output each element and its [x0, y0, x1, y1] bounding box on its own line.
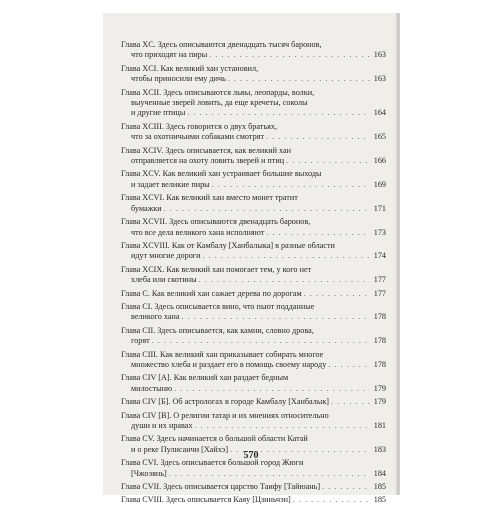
chapter-title: Глава CVI. Здесь описывается большой город Жюги	[121, 458, 304, 468]
chapter-title-continued: чтобы приносили ему дичь	[131, 74, 226, 84]
chapter-title: Глава CVII. Здесь описывается царство Таифу [Тайюань]	[121, 482, 321, 492]
chapter-page-number: 183	[373, 444, 386, 454]
dot-leader	[169, 469, 370, 479]
dot-leader	[203, 251, 370, 261]
dot-leader	[209, 50, 370, 60]
toc-entry-line	[121, 241, 386, 251]
toc-entry-line	[121, 193, 386, 203]
chapter-title: Глава CVIII. Здесь описывается Каяу [Цзиньчэн]	[121, 495, 291, 505]
chapter-page-number: 165	[373, 132, 386, 142]
toc-entry-line	[121, 312, 386, 322]
chapter-title: Глава XCIII. Здесь говорится о двух братьях,	[121, 121, 278, 131]
chapter-page-number: 185	[373, 495, 386, 505]
chapter-page-number: 169	[373, 179, 386, 189]
chapter-title-continued: и задает великие пиры	[131, 179, 210, 189]
toc-entry-line	[121, 411, 386, 421]
toc-entry	[121, 217, 386, 238]
chapter-title-continued: и о реке Пулисанчи [Хайхэ]	[131, 444, 229, 454]
toc-entry-line	[121, 495, 386, 505]
toc-entry-line	[121, 302, 386, 312]
toc-entry-line	[121, 88, 386, 98]
dot-leader	[187, 108, 370, 118]
chapter-title-continued: хлеба или скотины	[131, 275, 197, 285]
chapter-title: Глава C. Как великий хан сажает дерева по дорогам	[121, 288, 302, 298]
chapter-page-number: 163	[373, 50, 386, 60]
toc-entry-line	[121, 40, 386, 50]
chapter-title-continued: что все дела великого хана исполняют	[131, 227, 265, 237]
chapter-title-continued: великого хана	[131, 312, 180, 322]
chapter-page-number: 179	[373, 397, 386, 407]
toc-entry	[121, 122, 386, 143]
dot-leader	[228, 74, 370, 84]
toc-entry	[121, 146, 386, 167]
toc-entry-line	[121, 482, 386, 492]
chapter-page-number: 181	[373, 421, 386, 430]
chapter-page-number: 178	[373, 336, 386, 346]
chapter-title: Глава CI. Здесь описывается вино, что пьют подданные	[121, 301, 315, 311]
chapter-title: Глава XCVII. Здесь описываются двенадцать баронов,	[121, 217, 311, 227]
chapter-title: Глава CII. Здесь описывается, как камни, словно дрова,	[121, 325, 314, 335]
chapter-page-number: 177	[373, 288, 386, 298]
toc-entry-line	[121, 98, 386, 108]
chapter-title: Глава CIV [A]. Как великий хан раздает бедным	[121, 373, 289, 383]
chapter-page-number: 184	[373, 468, 386, 478]
toc-entry-line	[121, 74, 386, 84]
toc-entry	[121, 326, 386, 347]
chapter-title-continued: [Чжоэянь]	[131, 468, 167, 478]
table-of-contents	[121, 40, 386, 509]
dot-leader	[328, 360, 370, 370]
chapter-title-continued: что за охотничьими собаками смотрят	[131, 132, 265, 142]
toc-entry-line	[121, 122, 386, 132]
book-page	[103, 13, 399, 505]
chapter-title: Глава CIII. Как великий хан приказывает собирать многое	[121, 349, 324, 359]
toc-entry	[121, 458, 386, 479]
toc-entry-line	[121, 156, 386, 166]
toc-entry	[121, 397, 386, 407]
chapter-title-continued: души и их нравах	[131, 421, 193, 430]
toc-entry-line	[121, 108, 386, 118]
dot-leader	[331, 397, 370, 407]
toc-entry-line	[121, 360, 386, 370]
chapter-title: Глава CV. Здесь начинается о большой области Катай	[121, 434, 308, 444]
toc-entry-line	[121, 64, 386, 74]
toc-entry-line	[121, 251, 386, 261]
chapter-title: Глава XCVI. Как великий хан вместо монет тратит	[121, 193, 298, 203]
toc-entry-line	[121, 146, 386, 156]
chapter-title: Глава XCV. Как великий хан устраивает большие выходы	[121, 169, 322, 179]
page-edge-shadow	[395, 13, 399, 495]
dot-leader	[266, 228, 370, 238]
toc-entry-line	[121, 275, 386, 285]
chapter-title-continued: выученные зверей ловить, да еще кречеты, соколы	[131, 98, 308, 108]
toc-entry	[121, 373, 386, 394]
chapter-page-number: 178	[373, 312, 386, 322]
toc-entry-line	[121, 434, 386, 444]
chapter-title-continued: отправляется на охоту ловить зверей и птиц	[131, 156, 285, 166]
toc-entry-line	[121, 384, 386, 394]
toc-entry-line	[121, 469, 386, 479]
chapter-page-number: 171	[373, 203, 386, 213]
toc-entry	[121, 350, 386, 371]
toc-entry	[121, 289, 386, 299]
chapter-title: Глава XCII. Здесь описываются львы, леопарды, волки,	[121, 87, 315, 97]
chapter-page-number: 166	[373, 156, 386, 166]
chapter-title-continued: горят	[131, 336, 150, 346]
dot-leader	[174, 384, 370, 394]
dot-leader	[199, 275, 370, 285]
chapter-title: Глава CIV [В]. О религии татар и их мнениях относительно	[121, 410, 329, 420]
dot-leader	[304, 289, 370, 299]
toc-entry-line	[121, 326, 386, 336]
chapter-title-continued: идут многие дороги	[131, 251, 201, 261]
chapter-title-continued: и другие птицы	[131, 108, 186, 118]
chapter-title: Глава XCIV. Здесь описывается, как великий хан	[121, 145, 292, 155]
dot-leader	[286, 156, 370, 166]
toc-entry	[121, 411, 386, 432]
chapter-page-number: 185	[373, 482, 386, 492]
chapter-page-number: 177	[373, 275, 386, 285]
chapter-title: Глава CIV [Б]. Об астрологах в городе Камбалу [Ханбалык]	[121, 397, 330, 407]
toc-entry-line	[121, 421, 386, 431]
chapter-page-number: 163	[373, 74, 386, 84]
dot-leader	[293, 495, 370, 505]
dot-leader	[322, 482, 370, 492]
toc-entry-line	[121, 289, 386, 299]
chapter-page-number: 179	[373, 383, 386, 393]
toc-entry-line	[121, 228, 386, 238]
dot-leader	[164, 204, 370, 214]
chapter-page-number: 174	[373, 251, 386, 261]
toc-entry-line	[121, 204, 386, 214]
toc-entry	[121, 193, 386, 214]
dot-leader	[195, 421, 370, 431]
page-number: 570	[243, 450, 259, 461]
toc-entry	[121, 265, 386, 286]
chapter-page-number: 173	[373, 227, 386, 237]
toc-entry-line	[121, 169, 386, 179]
dot-leader	[212, 180, 370, 190]
chapter-title-continued: милостыню	[131, 383, 173, 393]
dot-leader	[182, 312, 370, 322]
toc-entry	[121, 169, 386, 190]
toc-entry-line	[121, 350, 386, 360]
chapter-title: Глава XCIX. Как великий хан помогает тем, у кого нет	[121, 264, 312, 274]
toc-entry	[121, 241, 386, 262]
toc-entry	[121, 482, 386, 492]
chapter-title-continued: множество хлеба и раздает его в помощь своему народу	[131, 359, 327, 369]
toc-entry-line	[121, 373, 386, 383]
toc-entry	[121, 64, 386, 85]
toc-entry-line	[121, 397, 386, 407]
dot-leader	[152, 336, 370, 346]
toc-entry-line	[121, 180, 386, 190]
toc-entry-line	[121, 132, 386, 142]
toc-entry-line	[121, 217, 386, 227]
chapter-title-continued: что приходят на пиры	[131, 50, 208, 60]
chapter-title: Глава XCI. Как великий хан установил,	[121, 63, 259, 73]
chapter-title-continued: бумажки	[131, 203, 162, 213]
toc-entry-line	[121, 336, 386, 346]
toc-entry-line	[121, 265, 386, 275]
chapter-title: Глава XC. Здесь описываются двенадцать тысяч баронов,	[121, 40, 322, 49]
toc-entry	[121, 88, 386, 119]
chapter-title: Глава XCVIII. Как от Камбалу [Ханбалыка] в разные области	[121, 240, 335, 250]
dot-leader	[266, 132, 370, 142]
chapter-page-number: 178	[373, 359, 386, 369]
toc-entry	[121, 495, 386, 505]
chapter-page-number: 164	[373, 108, 386, 118]
toc-entry-line	[121, 50, 386, 60]
toc-entry	[121, 302, 386, 323]
toc-entry	[121, 40, 386, 61]
